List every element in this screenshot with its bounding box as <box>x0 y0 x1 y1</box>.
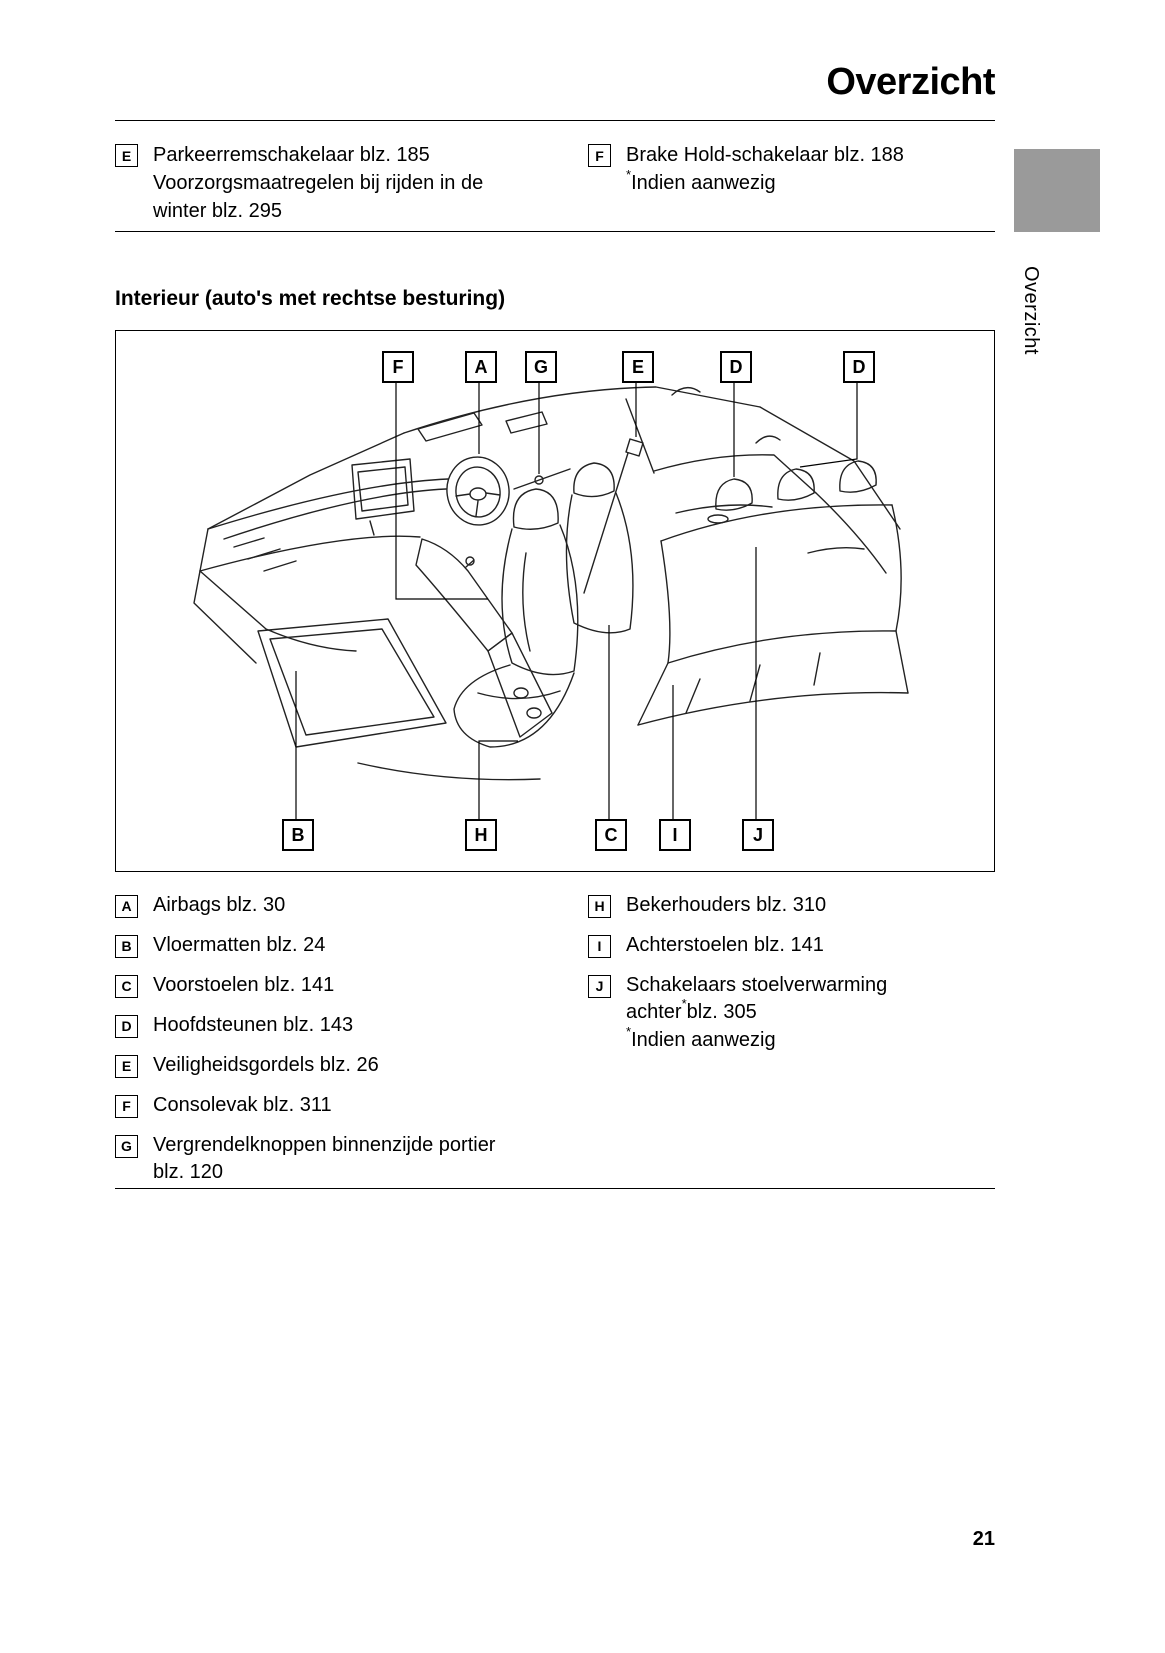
key-box-g: G <box>115 1135 138 1158</box>
key-box-b: B <box>115 935 138 958</box>
reference-item-e <box>115 141 588 225</box>
legend-text-line: blz. 305 <box>686 1001 757 1023</box>
key-box-f: F <box>588 144 611 167</box>
legend-item-h <box>588 892 995 919</box>
legend-item-f <box>115 1092 588 1119</box>
key-box-f: F <box>115 1095 138 1118</box>
legend-item-g <box>115 1132 588 1186</box>
cup-holder <box>527 708 541 718</box>
reference-line: Brake Hold-schakelaar blz. 188 <box>626 144 904 166</box>
top-reference-list <box>115 141 995 225</box>
reference-line: Voorzorgsmaatregelen bij rijden in de winter blz. 295 <box>153 172 484 222</box>
legend-text: Hoofdsteunen blz. 143 <box>153 1014 354 1036</box>
diagram-label-d2: D <box>843 351 875 383</box>
center-console <box>416 539 512 651</box>
key-box-i: I <box>588 935 611 958</box>
diagram-label-f: F <box>382 351 414 383</box>
key-box-j: J <box>588 975 611 998</box>
car-interior-illustration <box>116 331 994 871</box>
diagram-label-h: H <box>465 819 497 851</box>
legend-text: Bekerhouders blz. 310 <box>626 894 827 916</box>
legend-item-a <box>115 892 588 919</box>
legend <box>115 892 995 1199</box>
legend-note <box>626 1024 938 1054</box>
legend-item-d <box>115 1012 588 1039</box>
diagram-label-g: G <box>525 351 557 383</box>
legend-item-b <box>115 932 588 959</box>
note-text: Indien aanwezig <box>631 1029 776 1051</box>
legend-text: Veiligheidsgordels blz. 26 <box>153 1054 379 1076</box>
rear-headrest <box>778 469 814 500</box>
cup-holder <box>514 688 528 698</box>
reference-line: Parkeerremschakelaar blz. 185 <box>153 144 430 166</box>
key-box-a: A <box>115 895 138 918</box>
key-box-e: E <box>115 1055 138 1078</box>
reference-note <box>626 169 904 197</box>
legend-item-e <box>115 1052 588 1079</box>
diagram-label-i: I <box>659 819 691 851</box>
diagram-label-a: A <box>465 351 497 383</box>
reference-item-f <box>588 141 995 225</box>
diagram-label-c: C <box>595 819 627 851</box>
legend-text: Consolevak blz. 311 <box>153 1094 332 1116</box>
key-box-d: D <box>115 1015 138 1038</box>
asterisk-mark: * <box>626 1024 632 1040</box>
chapter-tab <box>1014 149 1100 232</box>
page-title: Overzicht <box>826 61 995 104</box>
page-number: 21 <box>972 1528 995 1550</box>
steering-wheel <box>443 453 514 529</box>
diagram-label-e: E <box>622 351 654 383</box>
driver-seat-headrest <box>574 463 614 497</box>
divider <box>115 1188 995 1189</box>
legend-text: Vloermatten blz. 24 <box>153 934 326 956</box>
legend-text: Airbags blz. 30 <box>153 894 286 916</box>
legend-item-c <box>115 972 588 999</box>
diagram-label-d1: D <box>720 351 752 383</box>
front-seat-headrest <box>513 489 558 529</box>
legend-text: Voorstoelen blz. 141 <box>153 974 335 996</box>
seat-belt <box>584 453 628 593</box>
diagram-label-b: B <box>282 819 314 851</box>
divider <box>115 231 995 232</box>
seat-belt-anchor <box>626 439 643 456</box>
legend-text-line: Schakelaars stoelverwarming achter <box>626 974 888 1023</box>
asterisk-mark: * <box>626 167 632 183</box>
interior-diagram <box>115 330 995 872</box>
reference-text <box>626 141 904 197</box>
asterisk-mark: * <box>681 996 687 1012</box>
section-heading: Interieur (auto's met rechtse besturing) <box>115 287 506 311</box>
key-box-e: E <box>115 144 138 167</box>
divider <box>115 120 995 121</box>
legend-text: Achterstoelen blz. 141 <box>626 934 824 956</box>
key-box-c: C <box>115 975 138 998</box>
key-box-h: H <box>588 895 611 918</box>
legend-column-left <box>115 892 588 1199</box>
reference-text <box>153 141 535 225</box>
legend-item-j <box>588 972 995 1054</box>
legend-item-i <box>588 932 995 959</box>
note-text: Indien aanwezig <box>631 172 776 194</box>
legend-text <box>626 972 938 1054</box>
diagram-label-j: J <box>742 819 774 851</box>
chapter-tab-label: Overzicht <box>1020 266 1042 355</box>
car-interior-drawing <box>194 387 908 780</box>
legend-column-right <box>588 892 995 1067</box>
legend-text: Vergrendelknoppen binnenzijde portier blz. 120 <box>153 1134 496 1183</box>
